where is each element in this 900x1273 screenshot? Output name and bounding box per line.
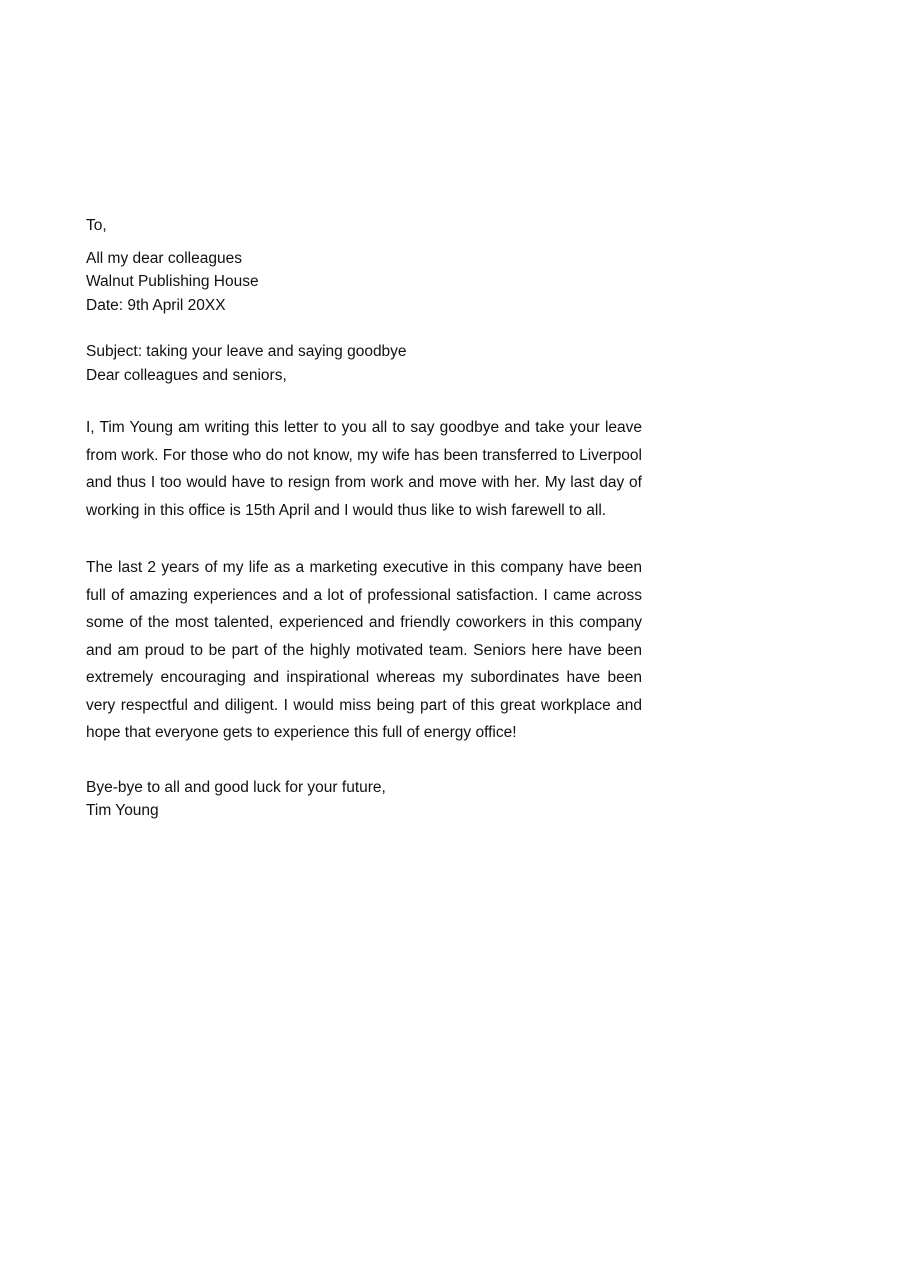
subject-block [86,340,642,387]
letter-date: Date: 9th April 20XX [86,296,226,314]
recipient-line-1: All my dear colleagues [86,249,242,267]
recipient-block [86,247,642,318]
signature: Tim Young [86,802,159,819]
letter-body [86,214,642,823]
paragraph-2: The last 2 years of my life as a marketing executive in this company have been full of amazing experiences and a lot of professional satisfaction. I came across some of the most talented, experienced and friendly coworkers in this company and am proud to be part of the highly motivated team. Seniors here have been extremely encouraging and inspirational whereas my subordinates have been very respectful and diligent. I would miss being part of this great workplace and hope that everyone gets to experience this full of energy office! [86,559,642,741]
paragraph-1: I, Tim Young am writing this letter to you all to say goodbye and take your leave from work. For those who do not know, my wife has been transferred to Liverpool and thus I too would have to resign from work and move with her. My last day of working in this office is 15th April and I would thus like to wish farewell to all. [86,419,642,519]
recipient-line-2: Walnut Publishing House [86,273,259,290]
closing-block [86,776,642,823]
closing-line: Bye-bye to all and good luck for your future, [86,778,386,796]
to-label: To, [86,217,107,234]
salutation: Dear colleagues and seniors, [86,366,287,384]
subject-line: Subject: taking your leave and saying goodbye [86,343,407,360]
